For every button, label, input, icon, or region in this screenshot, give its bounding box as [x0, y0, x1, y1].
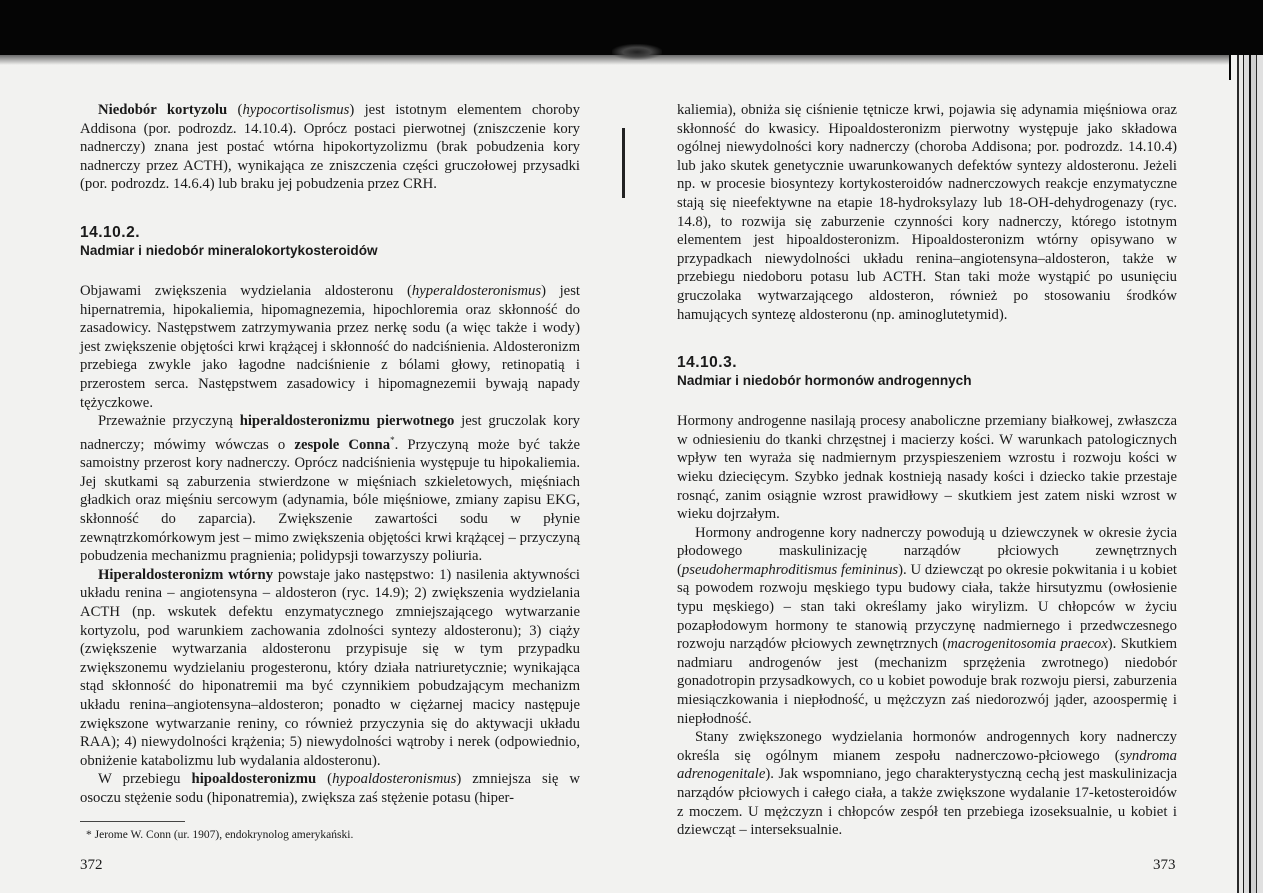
paragraph: Przeważnie przyczyną hiperaldosteronizmu pierwotnego jest gruczolak kory nadnerczy; mówimy wówczas o zespole Conna*. Przyczyną może być także samoistny przerost kory nadnerczy. Oprócz nadciśnienia występuje tu hipokaliemia. Jej skutkami są zaburzenia stwierdzone w mięśniach szkieletowych, mięśniach gładkich oraz mięśniu sercowym (adynamia, bóle mięśniowe, zmiany zapisu EKG, skłonność do zaparcia). Zwiększenie zawartości sodu w płynie zewnątrzkomórkowym jest – mimo zwiększenia objętości krwi krążącej – przyczyną pobudzenia mechanizmu pragnienia; polidypsji towarzyszy poliuria. [80, 413, 581, 565]
section-number: 14.10.2. [80, 223, 141, 241]
gutter-mark [622, 128, 625, 198]
page-edges [1231, 55, 1263, 893]
right-page [677, 101, 1177, 840]
paragraph: W przebiegu hipoaldosteronizmu (hypoaldosteronismus) zmniejsza się w osoczu stężenie sodu (hiponatremia), zwiększa zaś stężenie potasu (hiper- [80, 771, 580, 806]
section-title: Nadmiar i niedobór hormonów androgennych [677, 373, 972, 389]
footnote-rule [80, 821, 185, 822]
paragraph: Niedobór kortyzolu (hypocortisolismus) jest istotnym elementem choroby Addisona (por. podrozdz. 14.10.4). Oprócz postaci pierwotnej (zniszczenie kory nadnerczy) znana jest postać wtórna hipokortyzolizmu (brak pobudzenia kory nadnerczy przez ACTH), wynikająca ze zniszczenia części gruczołowej przysadki (por. podrozdz. 14.6.4) lub braku jej pobudzenia przez CRH. [80, 102, 580, 193]
paragraph: Stany zwiększonego wydzielania hormonów androgennych kory nadnerczy określa się ogólnym mianem zespołu nadnerczowo-płciowego (syndroma adrenogenitale). Jak wspomniano, jego charakterystyczną cechą jest maskulinizacja narządów płciowych i całego ciała, a także zwiększone wydalanie 17-ketosteroidów z moczem. U mężczyzn i chłopców zespół ten przebiega izoseksualnie, u kobiet i dziewcząt – interseksualnie. [677, 729, 1177, 839]
book-spine [612, 44, 662, 60]
left-page [80, 101, 580, 807]
paragraph: Hormony androgenne nasilają procesy anaboliczne przemiany białkowej, zwłaszcza w odniesieniu do tkanki chrzęstnej i macierzy kości. W warunkach patologicznych wpływ ten wyraża się nadmiernym przyspieszeniem wzrostu i rozwoju kości w wieku dziecięcym. Szybko jednak kostnieją nasady kości i dziecko takie przestaje rosnąć, zanim osiągnie wzrost prawidłowy – skutkiem jest zatem niski wzrost w wieku dojrzałym. [677, 413, 1177, 523]
page-number-right: 373 [1153, 857, 1176, 873]
paragraph: kaliemia), obniża się ciśnienie tętnicze krwi, pojawia się adynamia mięśniowa oraz skłonność do kwasicy. Hipoaldosteronizm pierwotny występuje jako składowa ogólnej niewydolności kory nadnerczy (choroba Addisona; por. podrozdz. 14.10.4) lub jako skutek genetycznie uwarunkowanych defektów syntezy aldosteronu. Jeżeli np. w procesie biosyntezy kortykosteroidów nadnerczowych reakcje enzymatyczne stają się nieefektywne na etapie 18-hydroksylazy lub 18-OH-dehydrogenazy (ryc. 14.8), to rozwija się zaburzenie czynności kory nadnerczy, którego istotnym elementem jest hipoaldosteronizm. Hipoaldosteronizm wtórny opisywano w przypadkach niewydolności układu renina–angiotensyna–aldosteron, także w przebiegu niedoboru potasu lub ACTH. Stan taki może wystąpić po usunięciu gruczolaka wytwarzającego aldosteron, również po stosowaniu środków hamujących syntezę aldosteronu (np. aminoglutetymid). [677, 102, 1177, 323]
paragraph: Objawami zwiększenia wydzielania aldosteronu (hyperaldosteronismus) jest hipernatremia, hipokaliemia, hipomagnezemia, hipochloremia oraz skłonność do zasadowicy. Następstwem zatrzymywania przez nerkę sodu (a więc także i wody) jest zwiększenie objętości krwi krążącej i skłonność do nadciśnienia. Aldosteronizm przebiega zwykle jako łagodne nadciśnienie z bólami głowy, retinopatią i przerostem serca. Następstwem zasadowicy i hipomagnezemii bywają napady tężyczkowe. [80, 282, 580, 411]
paragraph: Hiperaldosteronizm wtórny powstaje jako następstwo: 1) nasilenia aktywności układu renina – angiotensyna – aldosteron (ryc. 14.9); 2) zwiększenia wydzielania ACTH (np. wskutek defektu enzymatycznego zmniejszającego wytwarzanie kortyzolu, pod warunkiem zachowania zdolności syntezy aldosteronu); 3) ciąży (zwiększenie wytwarzania aldosteronu przypisuje się w tym przypadku zwiększonemu wydzielaniu progesteronu, który działa natriuretycznie; wynikająca stąd skłonność do hiponatremii ma być czynnikiem pobudzającym mechanizm układu renina–angiotensyna–aldosteron; ponadto w ciężarnej macicy następuje zwiększone wytwarzanie reniny, co również przyczynia się do aktywacji układu RAA); 4) niewydolności krążenia; 5) niewydolności wątroby i nerek (odpowiednio, obniżenie katabolizmu lub wydalania aldosteronu). [80, 566, 580, 769]
page-number-left: 372 [80, 857, 103, 873]
section-number: 14.10.3. [677, 354, 738, 372]
paragraph: Hormony androgenne kory nadnerczy powodują u dziewczynek w okresie życia płodowego maskulinizację narządów płciowych zewnętrznych (pseudohermaphroditismus femininus). U dziewcząt po okresie pokwitania i u kobiet są powodem rozwoju męskiego typu budowy ciała, także hirsutyzmu (owłosienie typu męskiego) – stan taki określamy jako wirylizm. U chłopców w życiu pozapłodowym hormony te stanowią przyczynę nadmiernego i przedwczesnego rozwoju narządów płciowych zewnętrznych (macrogenitosomia praecox). Skutkiem nadmiaru androgenów jest (mechanizm sprzężenia zwrotnego) niedobór gonadotropin przysadkowych, co u kobiet powoduje brak rozwoju piersi, zaburzenia miesiączkowania i niepłodność, u mężczyzn zaś niedorozwój jąder, azoospermię i niepłodność. [677, 524, 1177, 727]
footnote: * Jerome W. Conn (ur. 1907), endokrynolog amerykański. [86, 829, 354, 841]
section-title: Nadmiar i niedobór mineralokortykosteroidów [80, 242, 378, 258]
